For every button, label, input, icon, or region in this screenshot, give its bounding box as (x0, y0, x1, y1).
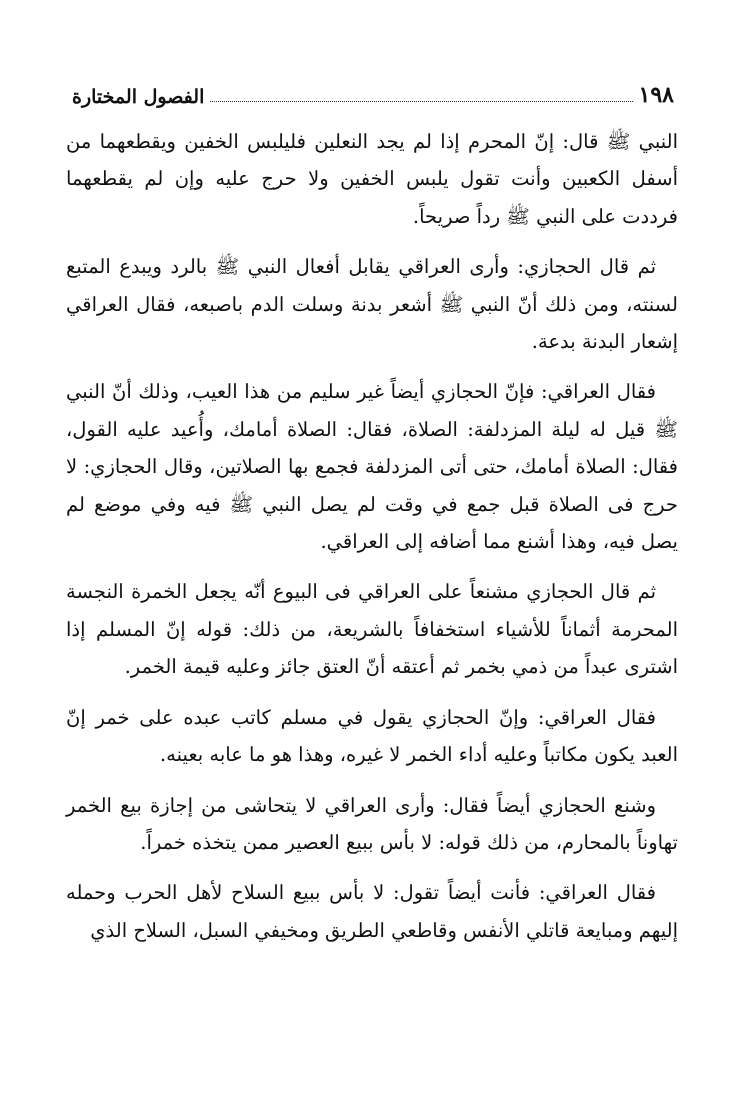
paragraph: فقال العراقي: وإنّ الحجازي يقول في مسلم كاتب عبده على خمر إنّ العبد يكون مكاتباً وعليه أداء الخمر لا غيره، وهذا هو ما عابه بعينه. (66, 705, 678, 767)
paragraph: وشنع الحجازي أيضاً فقال: وأرى العراقي لا يتحاشى من إجازة بيع الخمر تهاوناً بالمحارم، من ذلك قوله: لا بأس ببيع العصير ممن يتخذه خمراً. (66, 793, 678, 854)
running-header (66, 78, 678, 108)
paragraph: ثم قال الحجازي: وأرى العراقي يقابل أفعال النبي ﷺ بالرد ويبدع المتبع لسنته، ومن ذلك أنّ النبي ﷺ أشعر بدنة وسلت الدم باصبعه، فقال العراقي إشعار البدنة بدعة. (66, 255, 678, 354)
page-number: ١٩٨ (638, 82, 674, 108)
paragraph: ثم قال الحجازي مشنعاً على العراقي فى البيوع أنّه يجعل الخمرة النجسة المحرمة أثماناً للأشياء استخفافاً بالشريعة، من ذلك: قوله إنّ المسلم إذا اشترى عبداً من ذمي بخمر ثم أعتقه أنّ العتق جائز وعليه قيمة الخمر. (66, 580, 678, 679)
paragraph: النبي ﷺ قال: إنّ المحرم إذا لم يجد النعلين فليلبس الخفين ويقطعهما من أسفل الكعبين وأنت تقول يلبس الخفين ولا حرج عليه وإن لم يقطعهما فرددت على النبي ﷺ رداً صريحاً. (66, 130, 678, 228)
body-text (66, 123, 678, 962)
running-title: الفصول المختارة (72, 86, 205, 108)
header-dotted-rule (210, 100, 632, 102)
paragraph: فقال العراقي: فإنّ الحجازي أيضاً غير سليم من هذا العيب، وذلك أنّ النبي ﷺ قيل له ليلة المزدلفة: الصلاة، فقال: الصلاة أمامك، وأُعيد عليه القول، فقال: الصلاة أمامك، حتى أتى المزدلفة فجمع بها الصلاتين، وقال الحجازي: لا حرج فى الصلاة قبل جمع في وقت لم يصل النبي ﷺ فيه وفي موضع لم يصل فيه، وهذا أشنع مما أضافه إلى العراقي. (66, 380, 678, 554)
paragraph: فقال العراقي: فأنت أيضاً تقول: لا بأس ببيع السلاح لأهل الحرب وحمله إليهم ومبايعة قاتلي الأنفس وقاطعي الطريق ومخيفي السبل، السلاح الذي (66, 881, 678, 942)
